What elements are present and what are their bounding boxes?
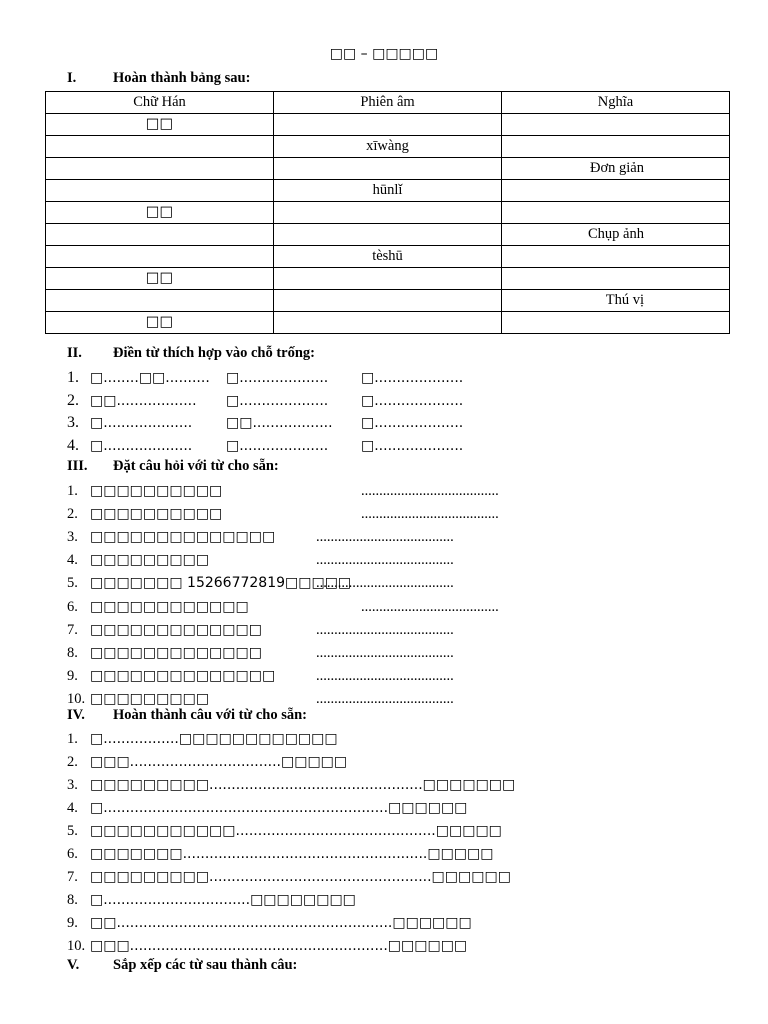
section-label: Sắp xếp các từ sau thành câu:	[113, 957, 298, 973]
table-cell[interactable]	[502, 246, 730, 268]
table-cell[interactable]	[46, 136, 274, 158]
question-row	[67, 596, 499, 618]
table-cell[interactable]	[274, 290, 502, 312]
item-number: 1.	[67, 731, 78, 747]
question-row	[67, 503, 499, 525]
answer-line[interactable]: ......................................	[361, 506, 499, 523]
complete-row	[67, 774, 515, 796]
fill-blank[interactable]: □....................	[90, 437, 193, 454]
question-text: □□□□□□□□□□□□	[90, 598, 249, 615]
table-row	[46, 158, 730, 180]
question-text: □□□□□□□□□	[90, 690, 210, 707]
fill-blank[interactable]: □....................	[226, 437, 329, 454]
table-cell[interactable]	[502, 268, 730, 290]
complete-row	[67, 751, 347, 773]
table-row	[46, 312, 730, 334]
item-number: 4.	[67, 436, 79, 454]
section-number: IV.	[67, 707, 85, 723]
sentence-with-blank[interactable]: □□□..................................□□□□□	[90, 754, 348, 770]
item-number: 10.	[67, 690, 86, 707]
item-number: 2.	[67, 754, 78, 770]
section-label: Hoàn thành câu với từ cho sẵn:	[113, 707, 307, 723]
answer-line[interactable]: ......................................	[361, 598, 499, 615]
table-cell[interactable]: xīwàng	[274, 136, 502, 158]
vocabulary-table	[45, 91, 730, 334]
table-cell[interactable]	[274, 224, 502, 246]
item-number: 2.	[67, 391, 79, 409]
answer-line[interactable]: ......................................	[316, 621, 454, 638]
fill-blank[interactable]: □....................	[226, 392, 329, 409]
question-text: □□□□□□□□□□□□□□	[90, 667, 276, 684]
item-number: 2.	[67, 506, 78, 523]
item-number: 3.	[67, 777, 78, 793]
column-header: Nghĩa	[502, 92, 730, 114]
complete-row	[67, 912, 472, 934]
table-header-row	[46, 92, 730, 114]
table-cell[interactable]: hūnlǐ	[274, 180, 502, 202]
answer-line[interactable]: ......................................	[316, 529, 454, 546]
table-cell[interactable]: tèshū	[274, 246, 502, 268]
table-cell[interactable]	[46, 180, 274, 202]
section-number: I.	[67, 70, 77, 86]
table-cell[interactable]	[274, 268, 502, 290]
section-number: II.	[67, 345, 82, 361]
table-cell[interactable]	[502, 180, 730, 202]
table-cell[interactable]	[274, 158, 502, 180]
answer-line[interactable]: ......................................	[361, 483, 499, 499]
sentence-with-blank[interactable]: □□□..........................................................□□□□□□	[90, 938, 468, 954]
complete-row	[67, 935, 467, 957]
sentence-with-blank[interactable]: □................................................................□□□□□□	[90, 800, 468, 816]
item-number: 4.	[67, 552, 78, 569]
item-number: 6.	[67, 846, 78, 862]
table-cell[interactable]	[46, 246, 274, 268]
fill-blank[interactable]: □....................	[361, 415, 464, 431]
item-number: 9.	[67, 667, 78, 684]
item-number: 10.	[67, 938, 86, 954]
item-number: 6.	[67, 598, 78, 615]
table-row	[46, 268, 730, 290]
fill-row	[67, 390, 464, 412]
table-row	[46, 246, 730, 268]
sentence-with-blank[interactable]: □□□□□□□□□................................................□□□□□□□	[90, 777, 516, 793]
section-2-heading	[67, 345, 315, 362]
fill-row	[67, 412, 464, 434]
question-row	[67, 480, 499, 502]
section-3-heading	[67, 458, 279, 475]
question-text: □□□□□□□□□□	[90, 506, 223, 523]
section-4-heading	[67, 707, 307, 724]
table-row	[46, 290, 730, 312]
complete-row	[67, 820, 502, 842]
sentence-with-blank[interactable]: □.................................□□□□□□□□	[90, 892, 356, 908]
question-text: □□□□□□□□□□□□□□	[90, 529, 276, 546]
fill-blank[interactable]: □....................	[226, 370, 329, 386]
page-title: □□ – □□□□□	[329, 46, 439, 62]
section-1-heading	[67, 70, 250, 87]
fill-blank[interactable]: □□..................	[226, 415, 333, 431]
question-row	[67, 526, 454, 548]
item-number: 9.	[67, 915, 78, 931]
fill-row	[67, 435, 464, 457]
complete-row	[67, 728, 338, 750]
table-cell[interactable]	[274, 312, 502, 334]
question-text: □□□□□□□□□	[90, 552, 210, 569]
sentence-with-blank[interactable]: □□□□□□□.......................................................□□□□□	[90, 846, 494, 862]
answer-line[interactable]: ......................................	[316, 575, 454, 592]
table-cell[interactable]: □□	[46, 312, 274, 334]
complete-row	[67, 889, 356, 911]
column-header: Phiên âm	[274, 92, 502, 114]
fill-blank[interactable]: □....................	[361, 370, 464, 386]
fill-blank[interactable]: □□..................	[90, 392, 197, 409]
sentence-with-blank[interactable]: □□□□□□□□□□□.............................................□□□□□	[90, 823, 502, 839]
section-label: Hoàn thành bảng sau:	[113, 70, 251, 86]
item-number: 7.	[67, 869, 78, 885]
table-cell[interactable]: Chụp ảnh	[502, 224, 730, 246]
answer-line[interactable]: ......................................	[316, 644, 454, 661]
question-row	[67, 619, 454, 641]
column-header: Chữ Hán	[46, 92, 274, 114]
item-number: 1.	[67, 369, 79, 386]
table-cell[interactable]	[274, 114, 502, 136]
table-row	[46, 114, 730, 136]
fill-blank[interactable]: □....................	[361, 392, 464, 409]
question-row	[67, 572, 454, 594]
complete-row	[67, 843, 494, 865]
fill-row	[67, 367, 464, 389]
question-row	[67, 642, 454, 664]
section-label: Điền từ thích hợp vào chỗ trống:	[113, 345, 316, 361]
answer-line[interactable]: ......................................	[316, 690, 454, 707]
table-cell[interactable]	[502, 202, 730, 224]
table-cell[interactable]	[502, 114, 730, 136]
table-cell[interactable]: □□	[46, 114, 274, 136]
sentence-with-blank[interactable]: □□..............................................................□□□□□□	[90, 915, 472, 931]
table-cell[interactable]	[46, 158, 274, 180]
item-number: 4.	[67, 800, 78, 816]
question-text: □□□□□□□□□□	[90, 483, 223, 499]
sentence-with-blank[interactable]: □.................□□□□□□□□□□□□	[90, 731, 338, 747]
table-row	[46, 136, 730, 158]
question-row	[67, 665, 454, 687]
table-row	[46, 180, 730, 202]
complete-row	[67, 866, 511, 888]
table-cell[interactable]: □□	[46, 268, 274, 290]
item-number: 8.	[67, 892, 78, 908]
item-number: 7.	[67, 621, 78, 638]
fill-blank[interactable]: □........□□..........	[90, 370, 210, 386]
section-5-heading	[67, 957, 297, 974]
answer-line[interactable]: ......................................	[316, 667, 454, 684]
item-number: 8.	[67, 644, 78, 661]
table-cell[interactable]: Thú vị	[502, 290, 730, 312]
table-cell[interactable]	[502, 136, 730, 158]
item-number: 3.	[67, 529, 78, 546]
question-text: □□□□□□□ 15266772819□□□□□	[90, 575, 352, 592]
item-number: 5.	[67, 575, 78, 592]
table-cell[interactable]	[274, 202, 502, 224]
fill-blank[interactable]: □....................	[361, 437, 464, 454]
table-row	[46, 224, 730, 246]
item-number: 1.	[67, 483, 78, 499]
table-cell[interactable]	[502, 312, 730, 334]
item-number: 5.	[67, 823, 78, 839]
table-cell[interactable]: Đơn giản	[502, 158, 730, 180]
table-cell[interactable]: □□	[46, 202, 274, 224]
answer-line[interactable]: ......................................	[316, 552, 454, 569]
question-row	[67, 549, 454, 571]
section-label: Đặt câu hỏi với từ cho sẵn:	[113, 458, 279, 474]
section-number: III.	[67, 458, 88, 474]
complete-row	[67, 797, 467, 819]
question-text: □□□□□□□□□□□□□	[90, 644, 262, 661]
table-cell[interactable]	[46, 290, 274, 312]
section-number: V.	[67, 957, 80, 973]
question-text: □□□□□□□□□□□□□	[90, 621, 262, 638]
fill-blank[interactable]: □....................	[90, 415, 193, 431]
table-cell[interactable]	[46, 224, 274, 246]
table-row	[46, 202, 730, 224]
sentence-with-blank[interactable]: □□□□□□□□□..................................................□□□□□□	[90, 869, 511, 885]
item-number: 3.	[67, 414, 79, 431]
